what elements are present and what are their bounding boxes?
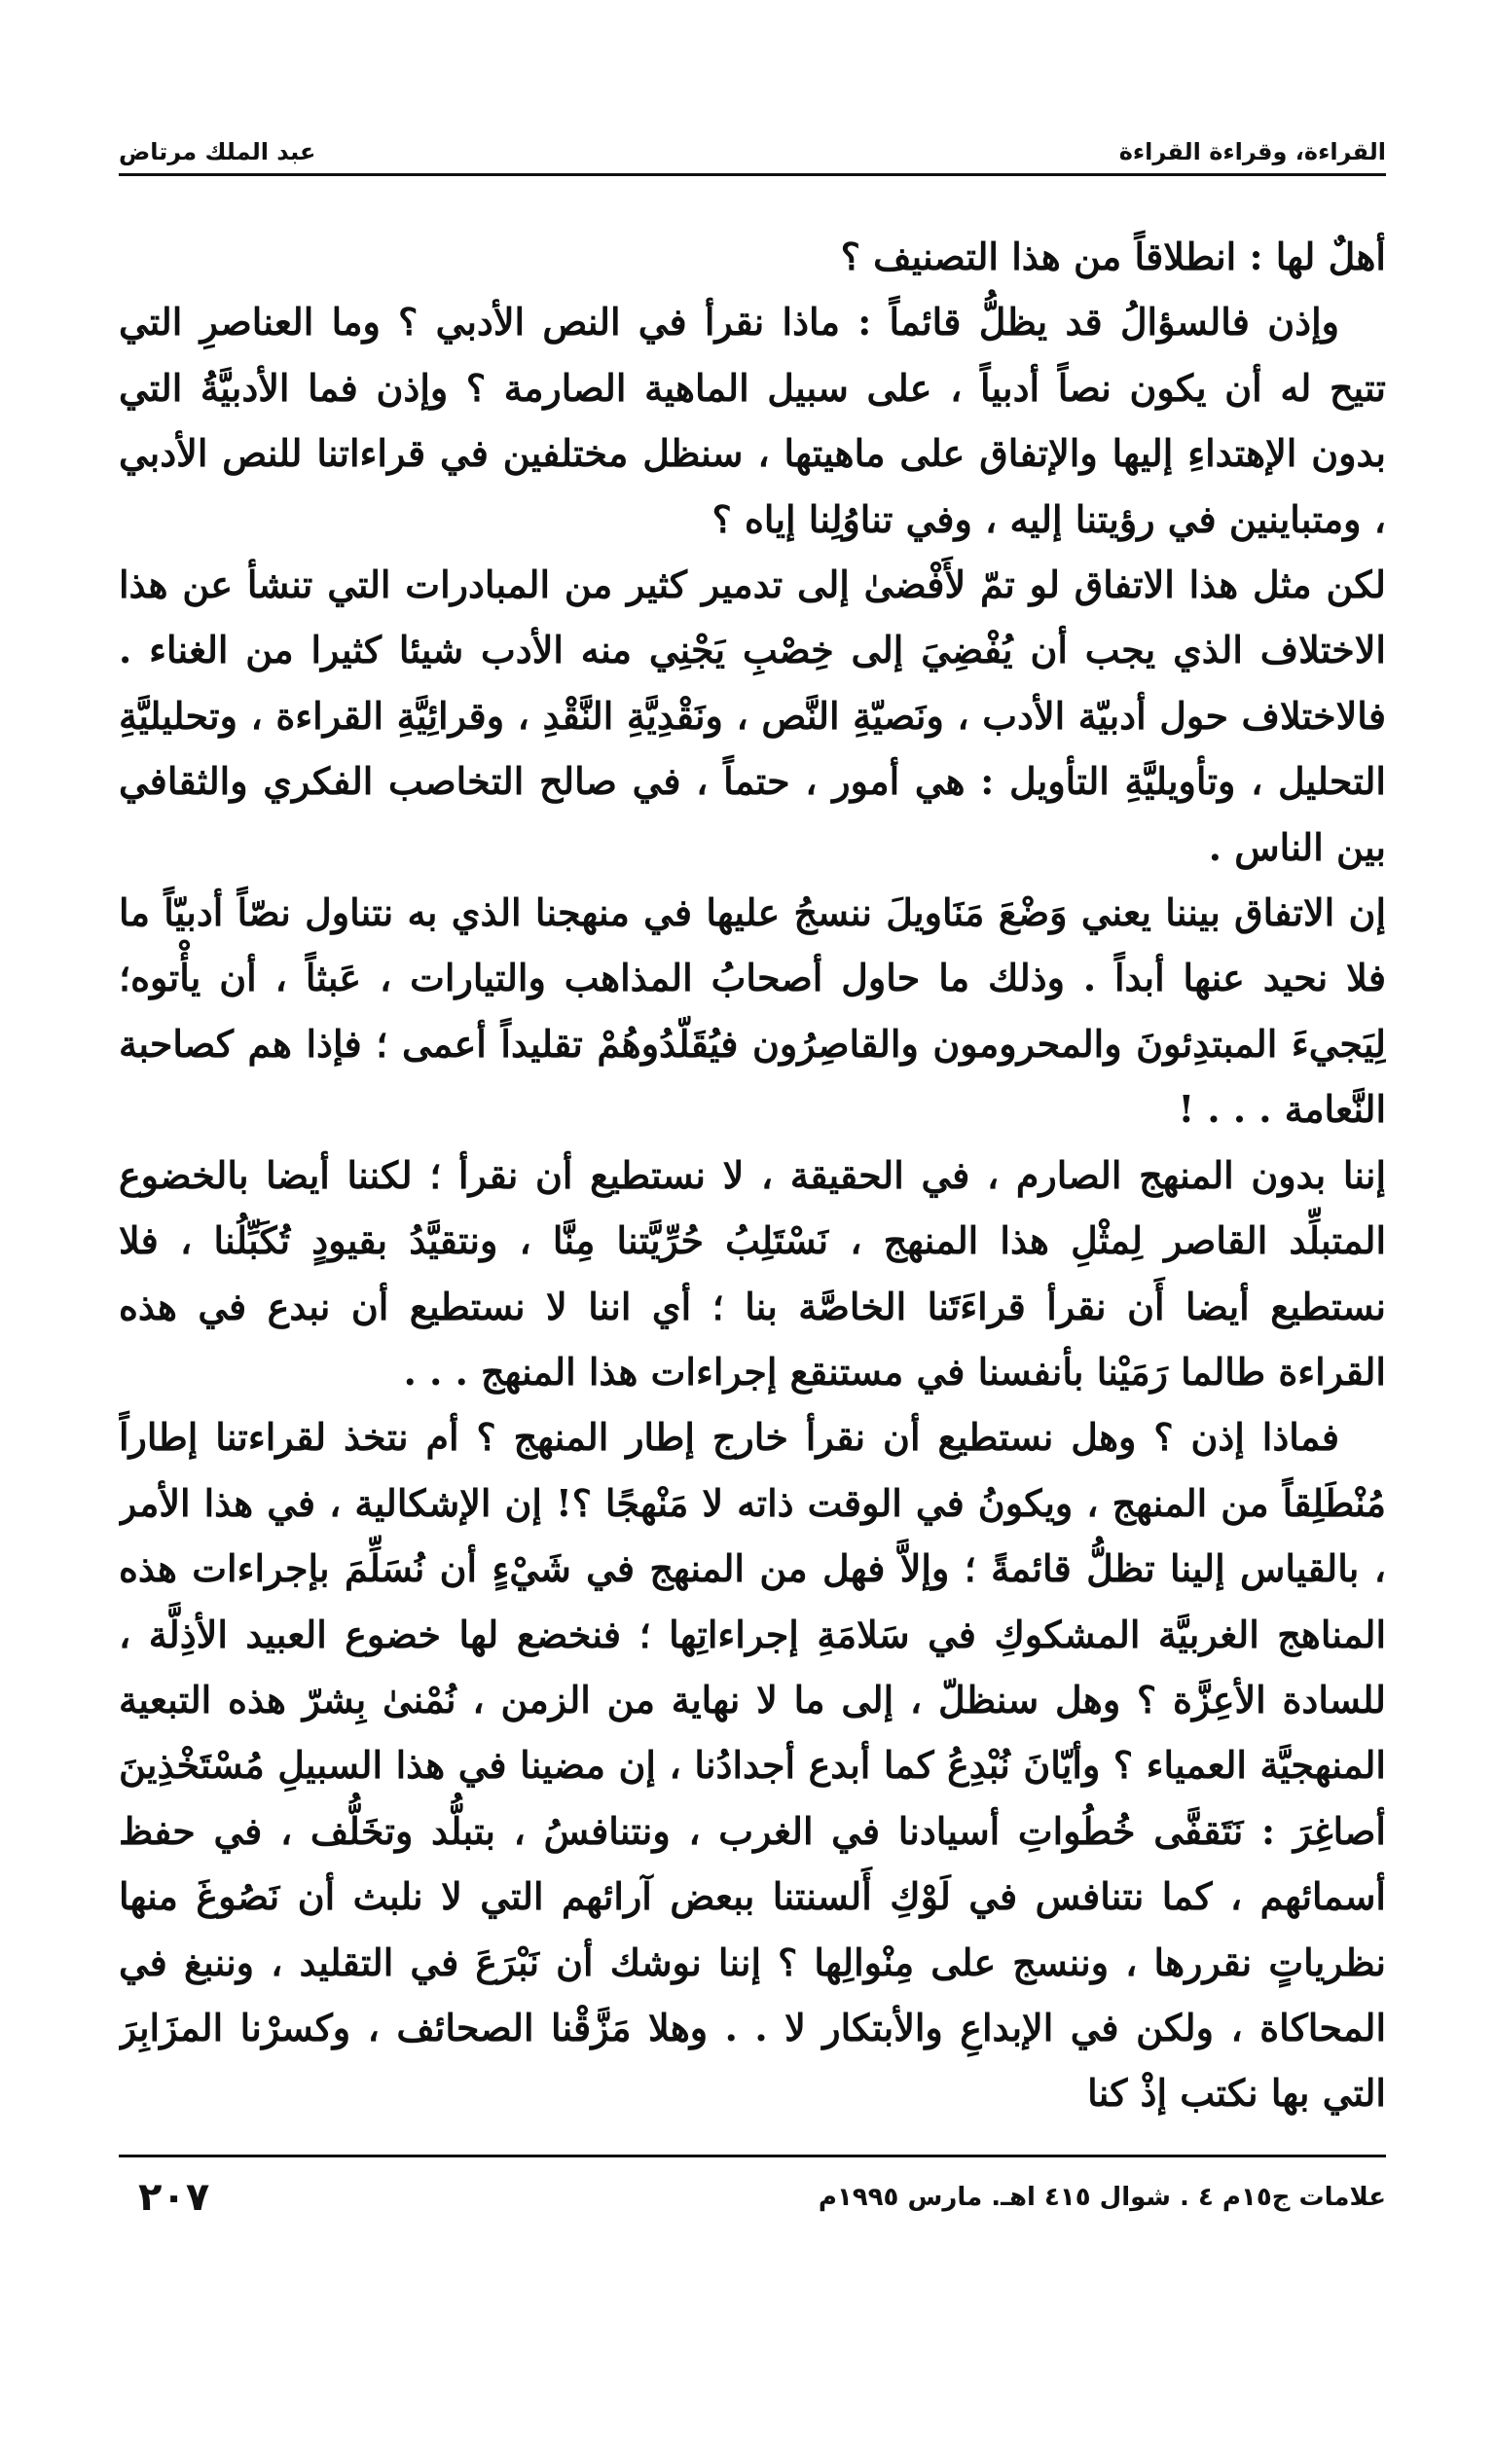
- paragraph-3: لكن مثل هذا الاتفاق لو تمّ لأَفْضىٰ إلى تدمير كثير من المبادرات التي تنشأ عن هذا الاختلاف الذي يجب أن يُفْضِيَ إلى خِصْبِ يَجْنِي منه الأدب شيئا كثيرا من الغناء . فالاختلاف حول أدبيّة الأدب ، ونَصيّةِ النَّص ، ونَقْدِيَّةِ النَّقْدِ ، وقرائِيَّةِ القراءة ، وتحليليَّةِ التحليل ، وتأويليَّةِ التأويل : هي أمور ، حتماً ، في صالح التخاصب الفكري والثقافي بين الناس .: [119, 562, 1386, 869]
- paragraph-2: وإذن فالسؤالُ قد يظلُّ قائماً : ماذا نقرأ في النص الأدبي ؟ وما العناصرِ التي تتيح له أن يكون نصاً أدبياً ، على سبيل الماهية الصارمة ؟ وإذن فما الأدبيَّةُ التي بدون الإهتداءِ إليها والإتفاق على ماهيتها ، سنظل مختلفين في قراءاتنا للنص الأدبي ، ومتباينين في رؤيتنا إليه ، وفي تناوُلِنا إياه ؟: [119, 300, 1386, 541]
- paragraph-5: إننا بدون المنهج الصارم ، في الحقيقة ، لا نستطيع أن نقرأ ؛ لكننا أيضا بالخضوع المتبلِّد القاصر لِمثْلِ هذا المنهج ، نَسْتَلِبُ حُرِّيَّتنا مِنَّا ، ونتقيَّدُ بقيودٍ تُكَبِّلُنا ، فلا نستطيع أيضا أَن نقرأ قراءَتَنا الخاصَّة بنا ؛ أي اننا لا نستطيع أن نبدع في هذه القراءة طالما رَمَيْنا بأنفسنا في مستنقع إجراءات هذا المنهج . . .: [119, 1152, 1386, 1394]
- running-header: [119, 107, 1386, 165]
- header-author: عبد الملك مرتاض: [119, 138, 316, 165]
- paragraph-4: إن الاتفاق بيننا يعني وَضْعَ مَنَاويلَ ننسجُ عليها في منهجنا الذي به نتناول نصّاً أدبيّاً ما فلا نحيد عنها أبداً . وذلك ما حاول أصحابُ المذاهب والتيارات ، عَبثاً ، أن يأْتوه؛ لِيَجيءَ المبتدِئونَ والمحرومون والقاصِرُون فيُقَلّدُوهُمْ تقليداً أعمى ؛ فإذا هم كصاحبة النَّعامة . . . !: [119, 890, 1386, 1132]
- footer-divider: [119, 2155, 1386, 2157]
- header-section-title: القراءة، وقراءة القراءة: [1118, 138, 1386, 165]
- body-text: [119, 224, 1386, 2146]
- page-number: ٢٠٧: [138, 2175, 210, 2220]
- running-footer: [119, 2168, 1386, 2227]
- header-divider: [119, 173, 1386, 176]
- footer-journal-citation: علامات ج١٥م ٤ . شوال ٤١٥ اهـ. مارس ١٩٩٥م: [818, 2183, 1386, 2212]
- paragraph-1: أهلٌ لها : انطلاقاً من هذا التصنيف ؟: [840, 235, 1386, 278]
- paragraph-6: فماذا إذن ؟ وهل نستطيع أن نقرأ خارج إطار المنهج ؟ أم نتخذ لقراءتنا إطاراً مُنْطَلِقاً من المنهج ، ويكونُ في الوقت ذاته لا مَنْهجًا ؟! إن الإشكالية ، في هذا الأمر ، بالقياس إلينا تظلُّ قائمةً ؛ وإلاَّ فهل من المنهج في شَيْءٍ أن نُسَلِّمَ بإجراءات هذه المناهج الغربيَّة المشكوكِ في سَلامَةِ إجراءاتِها ؛ فنخضع لها خضوع العبيد الأذِلَّة ، للسادة الأعِزَّة ؟ وهل سنظلّ ، إلى ما لا نهاية من الزمن ، نُمْنىٰ بِشرّ هذه التبعية المنهجيَّة العمياء ؟ وأيّانَ نُبْدِعُ كما أبدع أجدادُنا ، إن مضينا في هذا السبيلِ مُسْتَخْذِينَ أصاغِرَ : نَتَقفَّى خُطُواتِ أسيادنا في الغرب ، ونتنافسُ ، بتبلُّد وتخَلُّف ، في حفظ أسمائهم ، كما نتنافس في لَوْكِ أَلسنتنا ببعض آرائهم التي لا نلبث أن نَصُوغَ منها نظرياتٍ نقررها ، وننسج على مِنْوالِها ؟ إننا نوشك أن نَبْرَعَ في التقليد ، وننبغ في المحاكاة ، ولكن في الإبداعِ والأبتكار لا . . وهلا مَزَّقْنا الصحائف ، وكسرْنا المزَابِرَ التي بها نكتب إذْ كنا: [119, 1415, 1386, 2116]
